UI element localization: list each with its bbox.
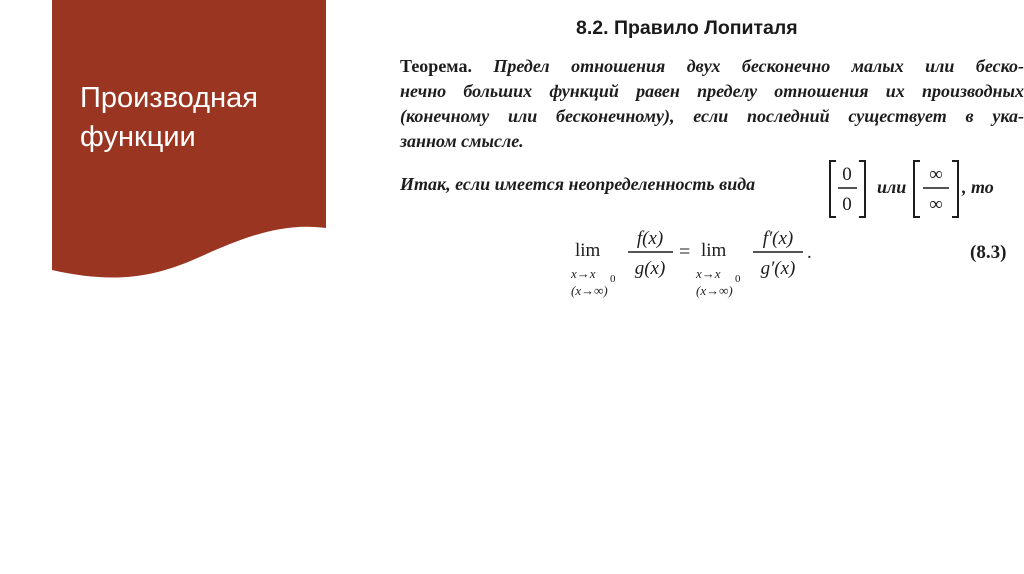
theorem-line-3: (конечному или бесконечному), если последний существует в ука- xyxy=(400,106,1024,126)
intro-or: или xyxy=(877,177,907,197)
theorem-text-1: Предел отношения двух бесконечно малых или беско- xyxy=(493,56,1024,76)
left-numerator: f(x) xyxy=(636,228,664,249)
intro-text: Итак, если имеется неопределенность вида xyxy=(400,174,756,194)
lim-right-under2: (x→∞) xyxy=(696,283,733,298)
section-heading: 8.2. Правило Лопиталя xyxy=(576,17,798,39)
equals-sign: = xyxy=(679,241,691,263)
lim-right: lim xyxy=(701,240,727,261)
slide-title: Производная функции xyxy=(80,82,258,153)
lhopital-formula xyxy=(565,222,1024,304)
right-denominator: g′(x) xyxy=(760,258,796,279)
theorem-line-1 xyxy=(400,54,1024,79)
lim-left-under2: (x→∞) xyxy=(571,283,608,298)
theorem-line-4: занном смысле. xyxy=(400,131,524,151)
theorem-line-2: нечно больших функций равен пределу отношения их производных xyxy=(400,81,1024,101)
intro-then: , то xyxy=(962,177,994,197)
indet2-den: ∞ xyxy=(929,194,943,215)
bracket-zero-over-zero xyxy=(830,161,865,217)
lim-left-sub: 0 xyxy=(610,273,616,285)
indet1-num: 0 xyxy=(842,164,852,185)
lim-left: lim xyxy=(575,240,601,261)
lim-left-under: x→x xyxy=(571,266,596,281)
right-numerator: f′(x) xyxy=(762,228,794,249)
theorem-label: Теорема. xyxy=(400,56,472,76)
indet1-den: 0 xyxy=(842,194,852,215)
formula-number: (8.3) xyxy=(970,242,1007,263)
indet2-num: ∞ xyxy=(929,164,943,185)
theorem-paragraph xyxy=(400,54,1024,154)
left-denominator: g(x) xyxy=(634,258,666,279)
indeterminate-forms xyxy=(826,158,1024,220)
bracket-inf-over-inf xyxy=(914,161,958,217)
textbook-excerpt xyxy=(360,0,1024,310)
lim-right-sub: 0 xyxy=(735,273,741,285)
formula-period: . xyxy=(807,242,812,263)
lim-right-under: x→x xyxy=(696,266,721,281)
